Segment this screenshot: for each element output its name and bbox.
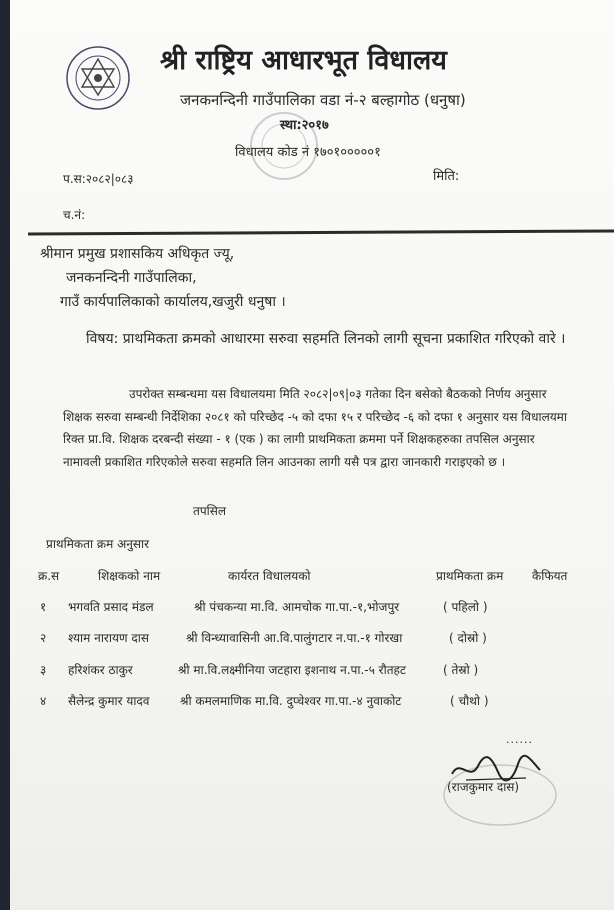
signatory-name: (राजकुमार दास) — [447, 780, 520, 794]
row-name: सैलेन्द्र कुमार यादव — [68, 694, 150, 708]
body-paragraph: उपरोक्त सम्बन्धमा यस विधालयमा मिति २०८२|०९|०३ गतेका दिन बसेको बैठकको निर्णय अनुसार शिक्षक सरुवा सम्बन्धी निर्देशिका २०८१ को परिच्छेद -५ को दफा १५ र परिच्छेद -६ को दफा १ अनुसार यस विधालयमा रिक्त प्रा.वि. शिक्षक दरबन्दी संख्या - १ (एक ) का लागी प्राथमिकता क्रममा पर्ने शिक्षकहरुका तपसिल अनुसार नामावली प्रकाशित गरिएकोले सरुवा सहमति लिन आउनका लागी यसै पत्र द्वारा जानकारी गराइएको छ । — [63, 387, 567, 469]
header-divider — [28, 229, 614, 235]
row-sn: २ — [40, 631, 47, 645]
column-header-name: शिक्षकको नाम — [98, 569, 161, 583]
reference-number: प.स:२०८२|०८३ — [63, 172, 134, 186]
row-school: श्री पंचकन्या मा.वि. आमचोक गा.पा.-१,भोजपुर — [194, 600, 400, 614]
row-name: श्याम नारायण दास — [68, 631, 149, 645]
row-sn: ४ — [40, 694, 47, 708]
priority-heading: प्राथमिकता क्रम अनुसार — [46, 537, 150, 551]
addressee-line-2: जनकनन्दिनी गाउँपालिका, — [66, 270, 197, 286]
row-school: श्री कमलमाणिक मा.वि. दुप्चेश्वर गा.पा.-४ नुवाकोट — [180, 694, 402, 708]
row-name: हरिशंकर ठाकुर — [68, 663, 133, 677]
column-header-remarks: कैफियत — [532, 569, 568, 583]
row-sn: ३ — [40, 663, 47, 677]
row-name: भगवति प्रसाद मंडल — [68, 600, 154, 614]
school-address: जनकनन्दिनी गाउँपालिका वडा नं-२ बल्हागोठ (धनुषा) — [180, 91, 466, 109]
signature-dots: ...... — [506, 733, 533, 746]
row-school: श्री विन्ध्यावासिनी आ.वि.पालुंगटार न.पा.-१ गोरखा — [186, 631, 403, 645]
details-heading: तपसिल — [193, 504, 227, 518]
dispatch-number: च.नं: — [63, 208, 86, 222]
addressee-line-3: गाउँ कार्यपालिकाको कार्यालय,खजुरी धनुषा । — [60, 294, 286, 310]
school-name: श्री राष्ट्रिय आधारभूत विधालय — [160, 45, 447, 76]
row-sn: १ — [40, 600, 47, 614]
column-header-sn: क्र.स — [38, 569, 60, 583]
addressee-line-1: श्रीमान प्रमुख प्रशासकिय अधिकृत ज्यू, — [40, 246, 235, 262]
letter-page — [10, 0, 614, 910]
column-header-priority: प्राथमिकता क्रम — [436, 569, 504, 583]
row-priority: ( तेस्रो ) — [443, 663, 479, 677]
row-priority: ( पहिलो ) — [443, 600, 488, 614]
row-school: श्री मा.वि.लक्ष्मीनिया जटहारा इशनाथ न.पा.-५ रौतहट — [178, 663, 406, 677]
column-header-school: कार्यरत विधालयको — [228, 569, 311, 583]
subject-line: विषय: प्राथमिकता क्रमको आधारमा सरुवा सहमति लिनको लागी सूचना प्रकाशित गरिएको वारे । — [86, 331, 566, 347]
school-code: विधालय कोड नं १७०१०००००१ — [235, 145, 381, 160]
row-priority: ( दोस्रो ) — [449, 631, 487, 645]
school-seal-icon — [65, 45, 131, 111]
established-year: स्था:२०१७ — [280, 118, 329, 133]
row-priority: ( चौथो ) — [450, 694, 489, 708]
date-label: मिति: — [433, 169, 460, 184]
